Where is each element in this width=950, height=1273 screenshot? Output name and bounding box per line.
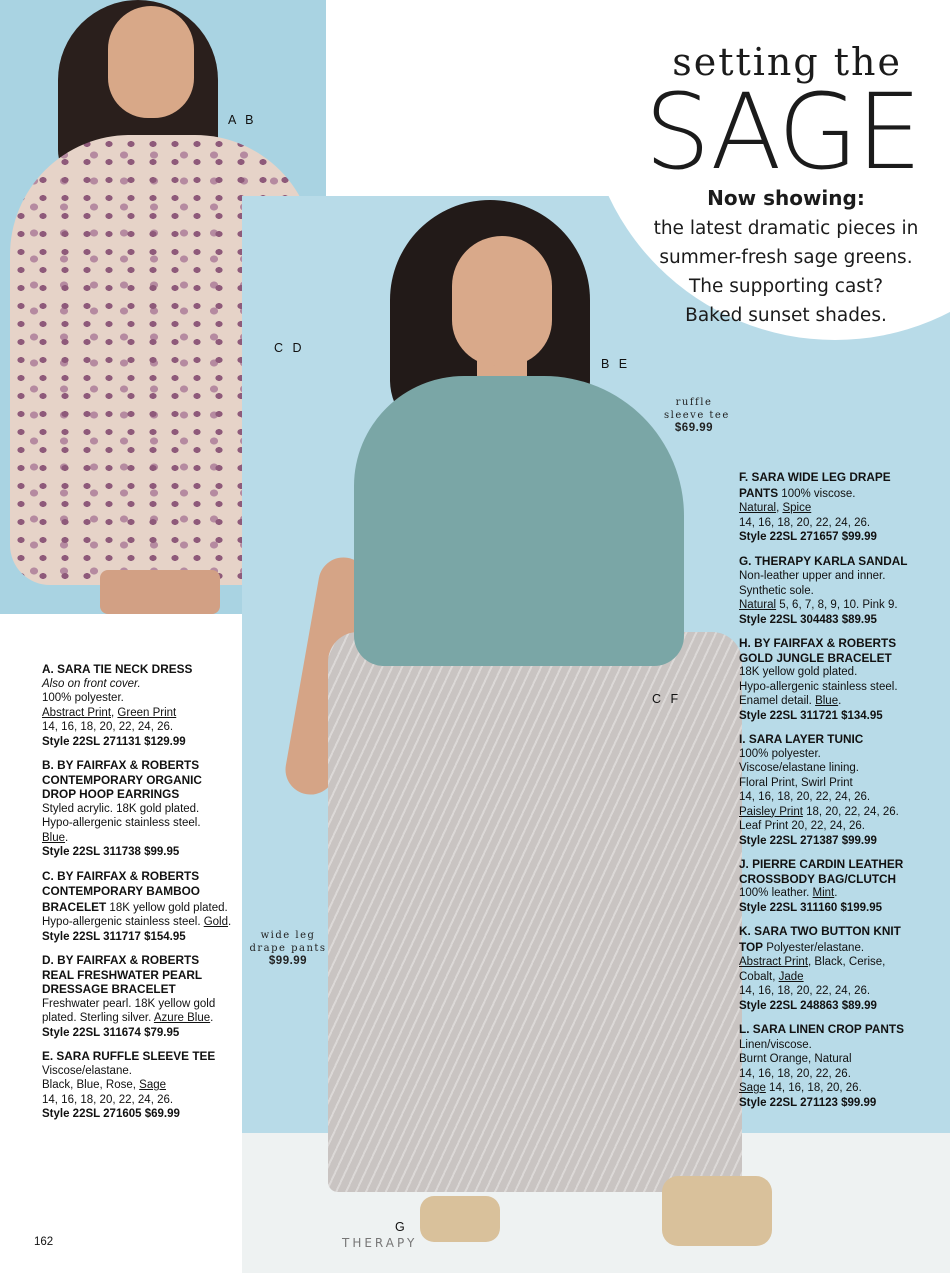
product-colors — [739, 886, 911, 901]
color-list: , Black, Cerise, Cobalt, — [739, 956, 886, 983]
product-body — [739, 1022, 911, 1052]
intro-line: The supporting cast? — [688, 276, 884, 297]
color-link[interactable]: Sage — [739, 1082, 766, 1094]
product-style-price: Style 22SL 271387 $99.99 — [739, 834, 877, 847]
product-colors: Burnt Orange, Natural — [739, 1053, 852, 1065]
color-link[interactable]: Mint — [812, 887, 835, 899]
sandal-right — [662, 1176, 772, 1246]
intro-line: Baked sunset shades. — [685, 305, 887, 326]
product-desc: Enamel detail. — [739, 695, 816, 707]
color-link[interactable]: Abstract Print — [42, 706, 112, 719]
product-material: Viscose/elastane. — [42, 1064, 132, 1077]
product-title: C. BY FAIRFAX & ROBERTS CONTEMPORARY BAMBOO BRACELET — [42, 868, 200, 914]
product-colors: Floral Print, Swirl Print — [739, 776, 853, 789]
product-note: Also on front cover. — [42, 677, 141, 690]
color-link[interactable]: Blue — [815, 695, 839, 707]
model-face — [452, 236, 552, 366]
callout-label: drape pants — [249, 943, 327, 954]
product-desc: Viscose/elastane lining. — [739, 762, 859, 774]
callout-wide-leg-pants — [248, 929, 328, 968]
product-title: J. PIERRE CARDIN LEATHER CROSSBODY BAG/CLUTCH — [739, 857, 904, 886]
product-title: I. SARA LAYER TUNIC — [739, 732, 864, 746]
brand-logo-therapy: THERAPY — [342, 1236, 418, 1250]
product-j — [739, 857, 911, 915]
callout-label: sleeve tee — [664, 410, 730, 421]
color-list: Black, Blue, Rose, — [42, 1079, 140, 1091]
product-sizes: 14, 16, 18, 20, 22, 24, 26. — [739, 985, 871, 997]
product-title: D. BY FAIRFAX & ROBERTS REAL FRESHWATER PEARL DRESSAGE BRACELET — [42, 953, 202, 996]
period: . — [210, 1012, 214, 1024]
product-f — [739, 470, 911, 545]
product-material: 100% polyester. — [42, 692, 124, 704]
product-style-price: Style 22SL 311160 $199.95 — [739, 901, 883, 914]
product-sizes: 14, 16, 18, 20, 22, 24, 26. — [42, 1093, 174, 1106]
product-title: A. SARA TIE NECK DRESS — [42, 662, 193, 676]
separator: , — [776, 502, 783, 514]
callout-ab: A B — [228, 113, 257, 127]
product-sizes: 14, 16, 18, 20, 22, 26. — [739, 1067, 851, 1080]
product-style-price: Style 22SL 271131 $129.99 — [42, 735, 186, 748]
product-k — [739, 924, 911, 1013]
callout-ruffle-tee — [664, 396, 730, 435]
product-desc: 18K yellow gold plated. Hypo-allergenic stainless steel. — [42, 901, 228, 928]
product-style-price: Style 22SL 248863 $89.99 — [739, 999, 877, 1012]
headline-small: setting the — [672, 40, 902, 84]
product-desc: Freshwater pearl. 18K yellow gold plated. Sterling silver. — [42, 997, 216, 1024]
product-body — [739, 470, 911, 501]
product-title: H. BY FAIRFAX & ROBERTS GOLD JUNGLE BRACELET — [739, 636, 897, 665]
product-h — [739, 636, 911, 723]
product-sizes: 14, 16, 18, 20, 22, 24, 26. — [739, 791, 871, 803]
color-link[interactable]: Abstract Print — [739, 956, 809, 968]
color-link[interactable]: Spice — [782, 502, 812, 514]
callout-label: wide leg — [260, 930, 316, 941]
color-link[interactable]: Blue — [42, 831, 66, 844]
callout-price: $99.99 — [268, 955, 308, 967]
intro-copy — [640, 214, 932, 330]
product-colors — [42, 1078, 234, 1093]
product-i — [739, 732, 911, 848]
color-link[interactable]: Green Print — [117, 706, 177, 719]
intro-line: summer-fresh sage greens. — [659, 247, 913, 268]
product-colors — [739, 501, 911, 516]
product-desc: Styled acrylic. 18K gold plated. — [42, 802, 200, 815]
product-desc: Linen/viscose. — [739, 1038, 812, 1051]
product-list-right — [739, 470, 911, 1119]
product-body — [42, 997, 234, 1026]
product-desc: 100% polyester. — [739, 747, 821, 760]
product-title: F. SARA WIDE LEG DRAPE PANTS — [739, 470, 891, 500]
period: . — [834, 887, 838, 899]
product-title: B. BY FAIRFAX & ROBERTS CONTEMPORARY ORGANIC DROP HOOP EARRINGS — [42, 758, 202, 801]
color-link[interactable]: Natural — [739, 599, 777, 611]
subhead: Now showing: — [707, 186, 865, 210]
product-desc: 100% leather. — [739, 887, 813, 899]
product-desc: Hypo-allergenic stainless steel. — [739, 680, 898, 693]
product-a — [42, 662, 234, 749]
intro-line: the latest dramatic pieces in — [653, 218, 919, 239]
product-colors — [739, 694, 911, 709]
product-sizes: 18, 20, 22, 24, 26. — [802, 805, 899, 818]
sage-ruffle-sleeve-tee — [354, 376, 684, 666]
product-title: E. SARA RUFFLE SLEEVE TEE — [42, 1049, 216, 1063]
model-legs — [100, 570, 220, 614]
product-body — [739, 924, 911, 955]
page-number: 162 — [34, 1236, 54, 1248]
color-link[interactable]: Paisley Print — [739, 805, 803, 818]
product-style-price: Style 22SL 311738 $99.95 — [42, 846, 180, 858]
product-desc: 100% viscose. — [778, 487, 856, 500]
product-l — [739, 1022, 911, 1110]
product-desc: 18K yellow gold plated. — [739, 666, 858, 678]
product-c — [42, 869, 234, 945]
color-link[interactable]: Jade — [778, 970, 804, 983]
product-sizes: 14, 16, 18, 20, 26. — [765, 1082, 862, 1094]
product-sizes: 14, 16, 18, 20, 22, 24, 26. — [42, 721, 174, 733]
product-body — [739, 554, 911, 599]
sandal-left — [420, 1196, 500, 1242]
product-style-price: Style 22SL 271657 $99.99 — [739, 531, 877, 543]
product-colors — [42, 831, 234, 846]
product-style-price: Style 22SL 311674 $79.95 — [42, 1026, 180, 1039]
callout-cd: C D — [274, 341, 305, 355]
product-title: L. SARA LINEN CROP PANTS — [739, 1022, 904, 1036]
product-b — [42, 758, 234, 860]
wide-leg-drape-pants — [328, 632, 742, 1192]
callout-cf: C F — [652, 692, 682, 706]
separator: , — [111, 706, 118, 719]
color-link[interactable]: Gold — [203, 916, 229, 928]
color-link[interactable]: Natural — [739, 502, 777, 514]
product-sizes: Leaf Print 20, 22, 24, 26. — [739, 820, 865, 832]
period: . — [65, 831, 69, 844]
product-desc: Polyester/elastane. — [763, 941, 865, 954]
product-colors — [739, 1081, 911, 1096]
product-g — [739, 554, 911, 628]
product-d — [42, 953, 234, 1040]
product-sizes: 5, 6, 7, 8, 9, 10. Pink 9. — [776, 599, 898, 611]
product-colors — [739, 598, 911, 613]
product-desc: Hypo-allergenic stainless steel. — [42, 817, 201, 829]
product-e — [42, 1049, 234, 1122]
callout-label: ruffle — [675, 397, 713, 408]
period: . — [228, 916, 232, 928]
model-face — [108, 6, 194, 118]
product-style-price: Style 22SL 311717 $154.95 — [42, 930, 186, 943]
product-colors — [739, 955, 911, 984]
product-style-price: Style 22SL 271605 $69.99 — [42, 1108, 180, 1120]
product-desc: Non-leather upper and inner. Synthetic sole. — [739, 570, 886, 597]
product-colors — [739, 805, 911, 820]
product-title: K. SARA TWO BUTTON KNIT TOP — [739, 924, 901, 954]
product-list-left — [42, 662, 234, 1131]
product-sizes: 14, 16, 18, 20, 22, 24, 26. — [739, 516, 871, 529]
product-style-price: Style 22SL 311721 $134.95 — [739, 709, 883, 722]
product-style-price: Style 22SL 271123 $99.99 — [739, 1096, 877, 1109]
callout-be: B E — [601, 357, 631, 371]
color-link[interactable]: Sage — [139, 1079, 167, 1091]
product-colors — [42, 706, 234, 721]
product-style-price: Style 22SL 304483 $89.95 — [739, 613, 877, 626]
headline-big: SAGE — [644, 71, 920, 193]
product-title: G. THERAPY KARLA SANDAL — [739, 553, 908, 568]
product-body — [42, 869, 234, 930]
callout-g: G — [395, 1220, 408, 1234]
period: . — [838, 695, 842, 707]
color-link[interactable]: Azure Blue — [153, 1012, 211, 1024]
callout-price: $69.99 — [674, 422, 714, 434]
